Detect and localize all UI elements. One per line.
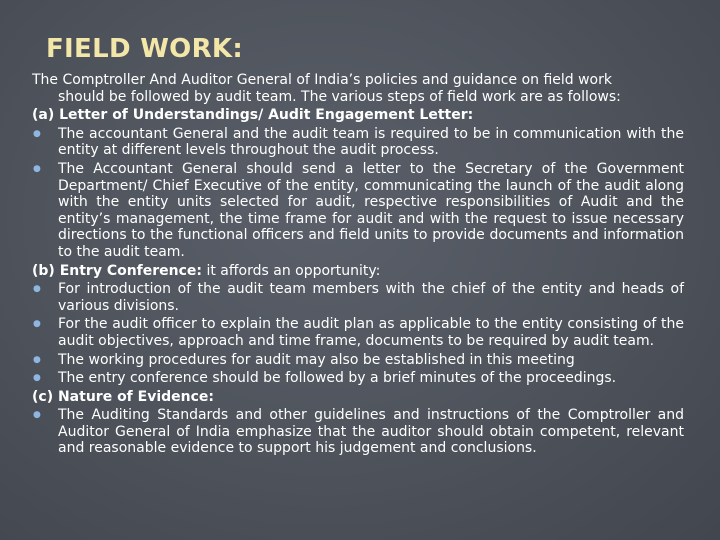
section-heading-a [32, 107, 684, 124]
slide-title: FIELD WORK: [46, 34, 244, 64]
bullet-item [32, 407, 684, 457]
section-heading-b [32, 263, 684, 280]
bullet-item [32, 352, 684, 369]
bullet-icon: ● [33, 410, 41, 421]
intro-paragraph [32, 72, 684, 105]
slide-body [32, 72, 684, 459]
bullet-item [32, 281, 684, 314]
bullet-icon: ● [33, 163, 41, 174]
bullet-item [32, 316, 684, 349]
bullet-text: The accountant General and the audit team is required to be in communication with the entity at different levels throughout the audit process. [58, 125, 684, 159]
bullet-icon: ● [33, 373, 41, 384]
bullet-text: The working procedures for audit may also be established in this meeting [58, 351, 575, 368]
bullet-icon: ● [33, 284, 41, 295]
bullet-item [32, 370, 684, 387]
section-heading-c [32, 389, 684, 406]
bullet-item [32, 161, 684, 261]
bullet-icon: ● [33, 319, 41, 330]
section-heading-b-tail: it affords an opportunity: [202, 262, 381, 279]
bullet-text: For introduction of the audit team members with the chief of the entity and heads of various divisions. [58, 281, 684, 314]
intro-first-line: The Comptroller And Auditor General of India’s policies and guidance on field work [32, 72, 612, 88]
section-heading-a-text: (a) Letter of Understandings/ Audit Engagement Letter: [32, 107, 474, 124]
bullet-text: The Accountant General should send a letter to the Secretary of the Government Department/ Chief Executive of the entity, communicating the launch of the audit along with the entity units selected for audit, respective responsibilities of Audit and the entity’s management, the time frame for audit and with the request to issue necessary directions to the functional officers and field units to provide documents and information to the audit team. [58, 160, 684, 260]
bullet-text: For the audit officer to explain the audit plan as applicable to the entity consisting of the audit objectives, approach and time frame, documents to be required by audit team. [58, 316, 684, 349]
intro-continuation: should be followed by audit team. The various steps of field work are as follows: [58, 88, 621, 105]
bullet-text: The Auditing Standards and other guidelines and instructions of the Comptroller and Auditor General of India emphasize that the auditor should obtain competent, relevant and reasonable evidence to support his judgement and conclusions. [58, 407, 684, 457]
bullet-icon: ● [33, 354, 41, 365]
bullet-icon: ● [33, 128, 41, 139]
bullet-text: The entry conference should be followed by a brief minutes of the proceedings. [58, 370, 617, 387]
section-heading-b-text: (b) Entry Conference: [32, 262, 203, 279]
bullet-item [32, 126, 684, 159]
section-heading-c-text: (c) Nature of Evidence: [32, 388, 215, 405]
